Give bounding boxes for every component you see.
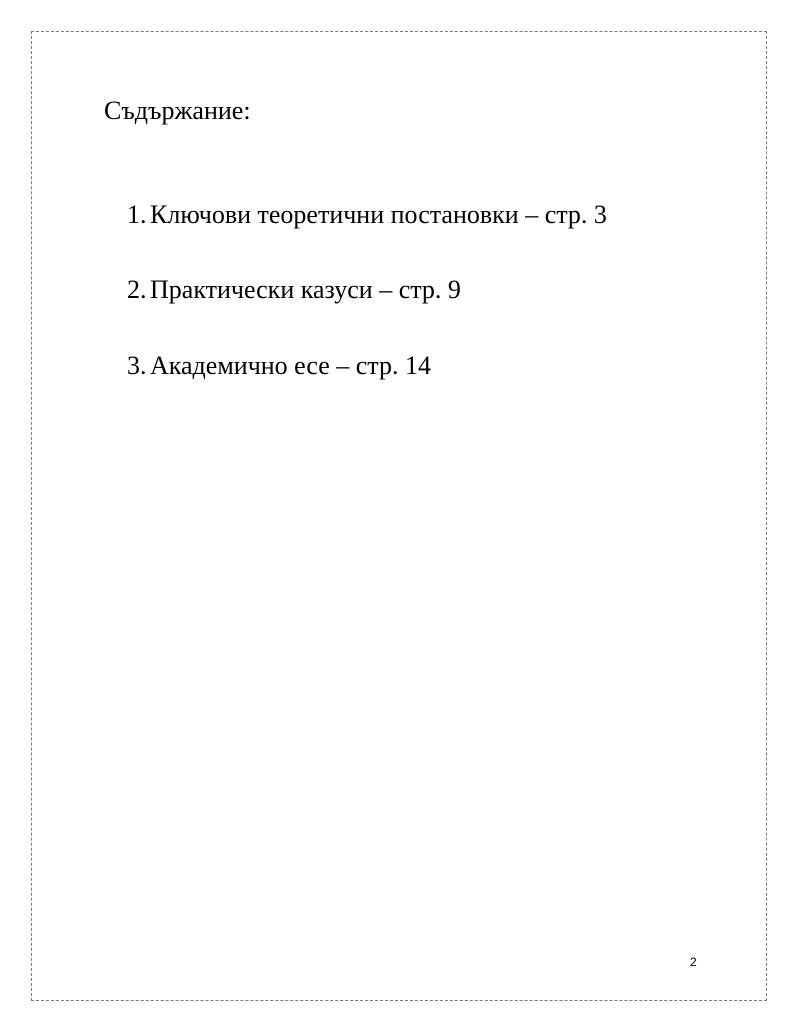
toc-item [127,198,607,232]
toc-item-title: Ключови теоретични постановки – стр. 3 [150,200,607,229]
page-border [31,31,767,1001]
page-number: 2 [690,955,697,969]
toc-heading: Съдържание: [104,96,251,125]
toc-item-number: 3. [127,351,147,380]
toc-item-title: Академично есе – стр. 14 [150,351,431,380]
toc-item-number: 2. [127,275,147,304]
toc-item [127,273,461,307]
toc-item [127,349,431,383]
toc-item-title: Практически казуси – стр. 9 [150,275,461,304]
toc-item-number: 1. [127,200,147,229]
